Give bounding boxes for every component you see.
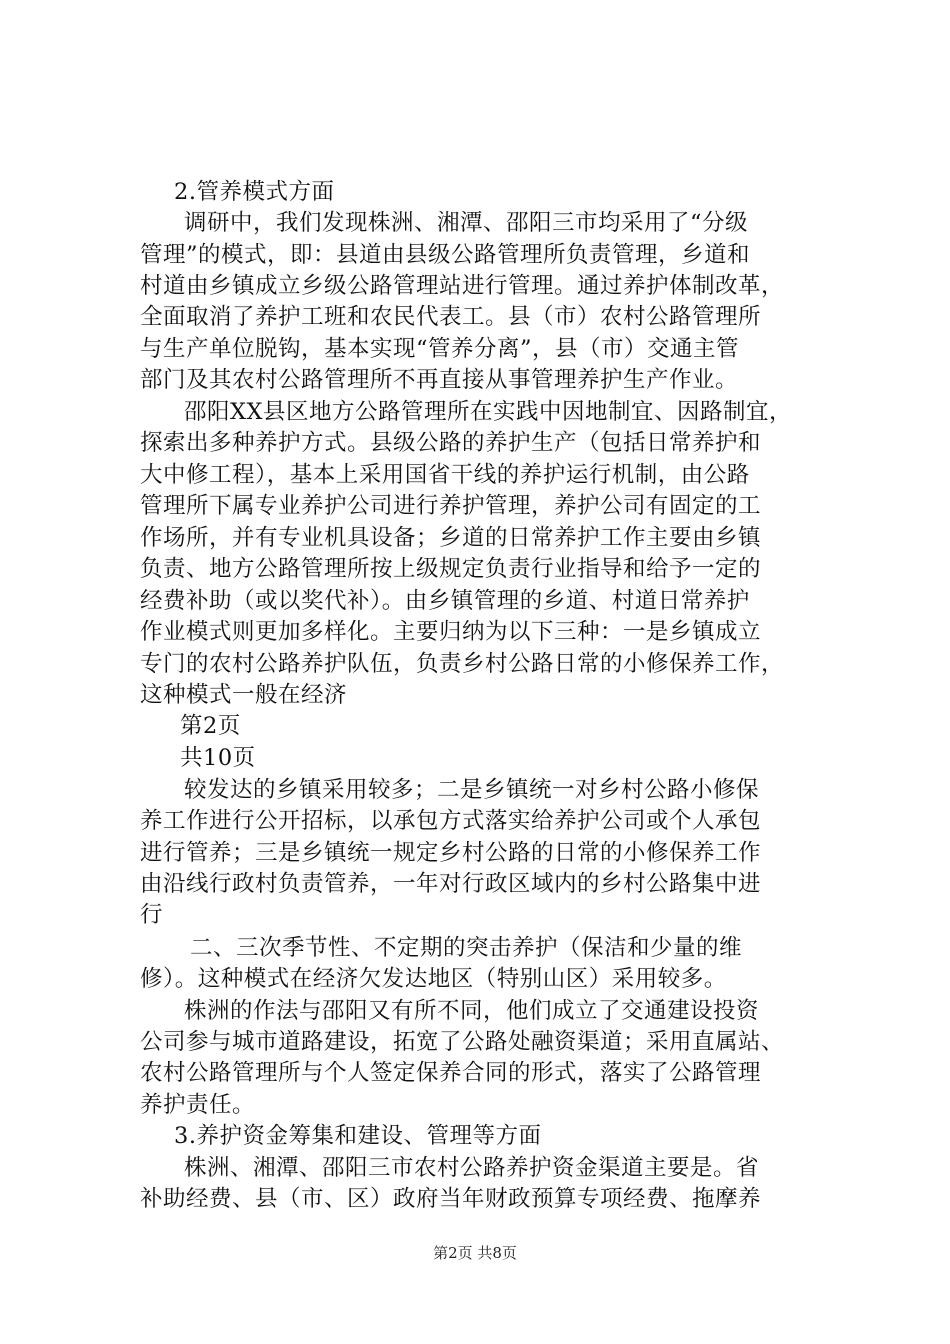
paragraph-line: 管理”的模式，即：县道由县级公路管理所负责管理，乡道和 xyxy=(140,242,751,268)
page-footer: 第2页 共8页 xyxy=(433,1244,517,1262)
paragraph-line: 探索出多种养护方式。县级公路的养护生产（包括日常养护和 xyxy=(140,430,762,456)
paragraph-line: 行 xyxy=(140,902,164,928)
paragraph-line: 养工作进行公开招标，以承包方式落实给养护公司或个人承包 xyxy=(140,808,762,834)
paragraph-line: 管理所下属专业养护公司进行养护管理，养护公司有固定的工 xyxy=(140,493,762,519)
paragraph-line: 作场所，并有专业机具设备；乡道的日常养护工作主要由乡镇 xyxy=(140,525,762,551)
section-heading: 2.管养模式方面 xyxy=(174,179,335,205)
paragraph-line: 邵阳XX县区地方公路管理所在实践中因地制宜、因路制宜， xyxy=(184,399,793,425)
paragraph-line: 二、三次季节性、不定期的突击养护（保洁和少量的维 xyxy=(190,935,743,961)
paragraph-line: 部门及其农村公路管理所不再直接从事管理养护生产作业。 xyxy=(140,367,739,393)
paragraph-line: 补助经费、县（市、区）政府当年财政预算专项经费、拖摩养 xyxy=(140,1186,762,1212)
paragraph-line: 全面取消了养护工班和农民代表工。县（市）农村公路管理所 xyxy=(140,304,762,330)
paragraph-line: 村道由乡镇成立乡级公路管理站进行管理。通过养护体制改革， xyxy=(140,273,785,299)
paragraph-line: 专门的农村公路养护队伍，负责乡村公路日常的小修保养工作， xyxy=(140,651,785,677)
inline-page-number: 第2页 xyxy=(180,713,241,739)
paragraph-line: 养护责任。 xyxy=(140,1092,256,1118)
section-heading: 3.养护资金筹集和建设、管理等方面 xyxy=(174,1123,542,1149)
paragraph-line: 农村公路管理所与个人签定保养合同的形式，落实了公路管理 xyxy=(140,1060,762,1086)
paragraph-line: 作业模式则更加多样化。主要归纳为以下三种：一是乡镇成立 xyxy=(140,619,762,645)
paragraph-line: 进行管养；三是乡镇统一规定乡村公路的日常的小修保养工作 xyxy=(140,840,762,866)
paragraph-line: 经费补助（或以奖代补）。由乡镇管理的乡道、村道日常养护 xyxy=(140,588,750,614)
paragraph-line: 负责、地方公路管理所按上级规定负责行业指导和给予一定的 xyxy=(140,556,762,582)
paragraph-line: 修）。这种模式在经济欠发达地区（特别山区）采用较多。 xyxy=(140,966,727,992)
paragraph-line: 与生产单位脱钩，基本实现“管养分离”，县（市）交通主管 xyxy=(140,336,740,362)
paragraph-line: 较发达的乡镇采用较多；二是乡镇统一对乡村公路小修保 xyxy=(184,777,760,803)
paragraph-line: 株洲的作法与邵阳又有所不同，他们成立了交通建设投资 xyxy=(184,998,760,1024)
paragraph-line: 这种模式一般在经济 xyxy=(140,682,348,708)
paragraph-line: 株洲、湘潭、邵阳三市农村公路养护资金渠道主要是。省 xyxy=(184,1155,760,1181)
paragraph-line: 大中修工程），基本上采用国省干线的养护运行机制，由公路 xyxy=(140,462,750,488)
paragraph-line: 调研中，我们发现株洲、湘潭、邵阳三市均采用了“分级 xyxy=(184,210,749,236)
paragraph-line: 由沿线行政村负责管养，一年对行政区域内的乡村公路集中进 xyxy=(140,871,762,897)
inline-page-total: 共10页 xyxy=(180,745,256,771)
paragraph-line: 公司参与城市道路建设，拓宽了公路处融资渠道；采用直属站、 xyxy=(140,1029,785,1055)
